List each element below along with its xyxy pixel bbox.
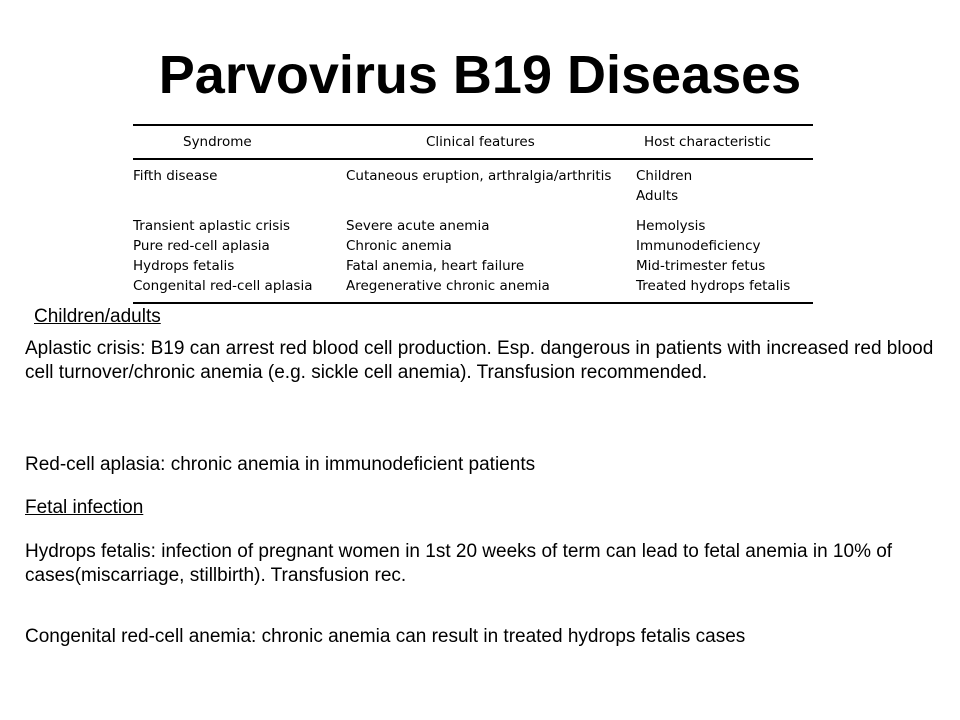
hydrops-fetalis-text: Hydrops fetalis: infection of pregnant women in 1st 20 weeks of term can lead to fetal anemia in 10% of cases(miscarriage, stillbirth). Transfusion rec. [25, 541, 893, 586]
cell-syndrome [133, 186, 346, 206]
table-row [133, 256, 813, 276]
cell-host: Adults [636, 188, 679, 204]
cell-syndrome: Congenital red-cell aplasia [133, 278, 313, 294]
table-row [133, 159, 813, 186]
cell-host: Hemolysis [636, 218, 706, 234]
cell-clinical: Fatal anemia, heart failure [346, 258, 525, 274]
cell-clinical: Severe acute anemia [346, 218, 490, 234]
cell-host: Treated hydrops fetalis [636, 278, 791, 294]
congenital-text: Congenital red-cell anemia: chronic anemia can result in treated hydrops fetalis cases [25, 626, 746, 647]
cell-syndrome: Pure red-cell aplasia [133, 238, 270, 254]
paragraph-congenital [25, 625, 945, 649]
cell-clinical: Aregenerative chronic anemia [346, 278, 550, 294]
header-clinical-features: Clinical features [346, 125, 636, 159]
header-host-characteristic: Host characteristic [636, 125, 813, 159]
red-cell-aplasia-text: Red-cell aplasia: chronic anemia in immunodeficient patients [25, 454, 536, 475]
header-syndrome: Syndrome [133, 125, 346, 159]
cell-syndrome: Hydrops fetalis [133, 258, 235, 274]
paragraph-aplastic-crisis [25, 337, 945, 385]
slide-title: Parvovirus B19 Diseases [158, 45, 802, 105]
cell-host: Children [636, 168, 693, 184]
table-row [133, 206, 813, 236]
section-heading-children: Children/adults [34, 306, 161, 327]
table-header-row [133, 125, 813, 159]
cell-clinical [346, 186, 636, 206]
paragraph-red-cell-aplasia [25, 453, 945, 477]
cell-clinical: Cutaneous eruption, arthralgia/arthritis [346, 168, 612, 184]
cell-syndrome: Transient aplastic crisis [133, 218, 291, 234]
cell-host: Mid-trimester fetus [636, 258, 766, 274]
cell-clinical: Chronic anemia [346, 238, 452, 254]
syndrome-table [133, 124, 813, 304]
cell-host: Immunodeficiency [636, 238, 761, 254]
table-row [133, 236, 813, 256]
table-row [133, 186, 813, 206]
aplastic-crisis-text: Aplastic crisis: B19 can arrest red blood cell production. Esp. dangerous in patients with increased red blood cell turnover/chronic anemia (e.g. sickle cell anemia). Transfusion recommended. [25, 338, 934, 383]
section-heading-fetal: Fetal infection [25, 497, 144, 518]
cell-syndrome: Fifth disease [133, 168, 218, 184]
paragraph-hydrops-fetalis [25, 540, 945, 588]
table-row [133, 276, 813, 303]
